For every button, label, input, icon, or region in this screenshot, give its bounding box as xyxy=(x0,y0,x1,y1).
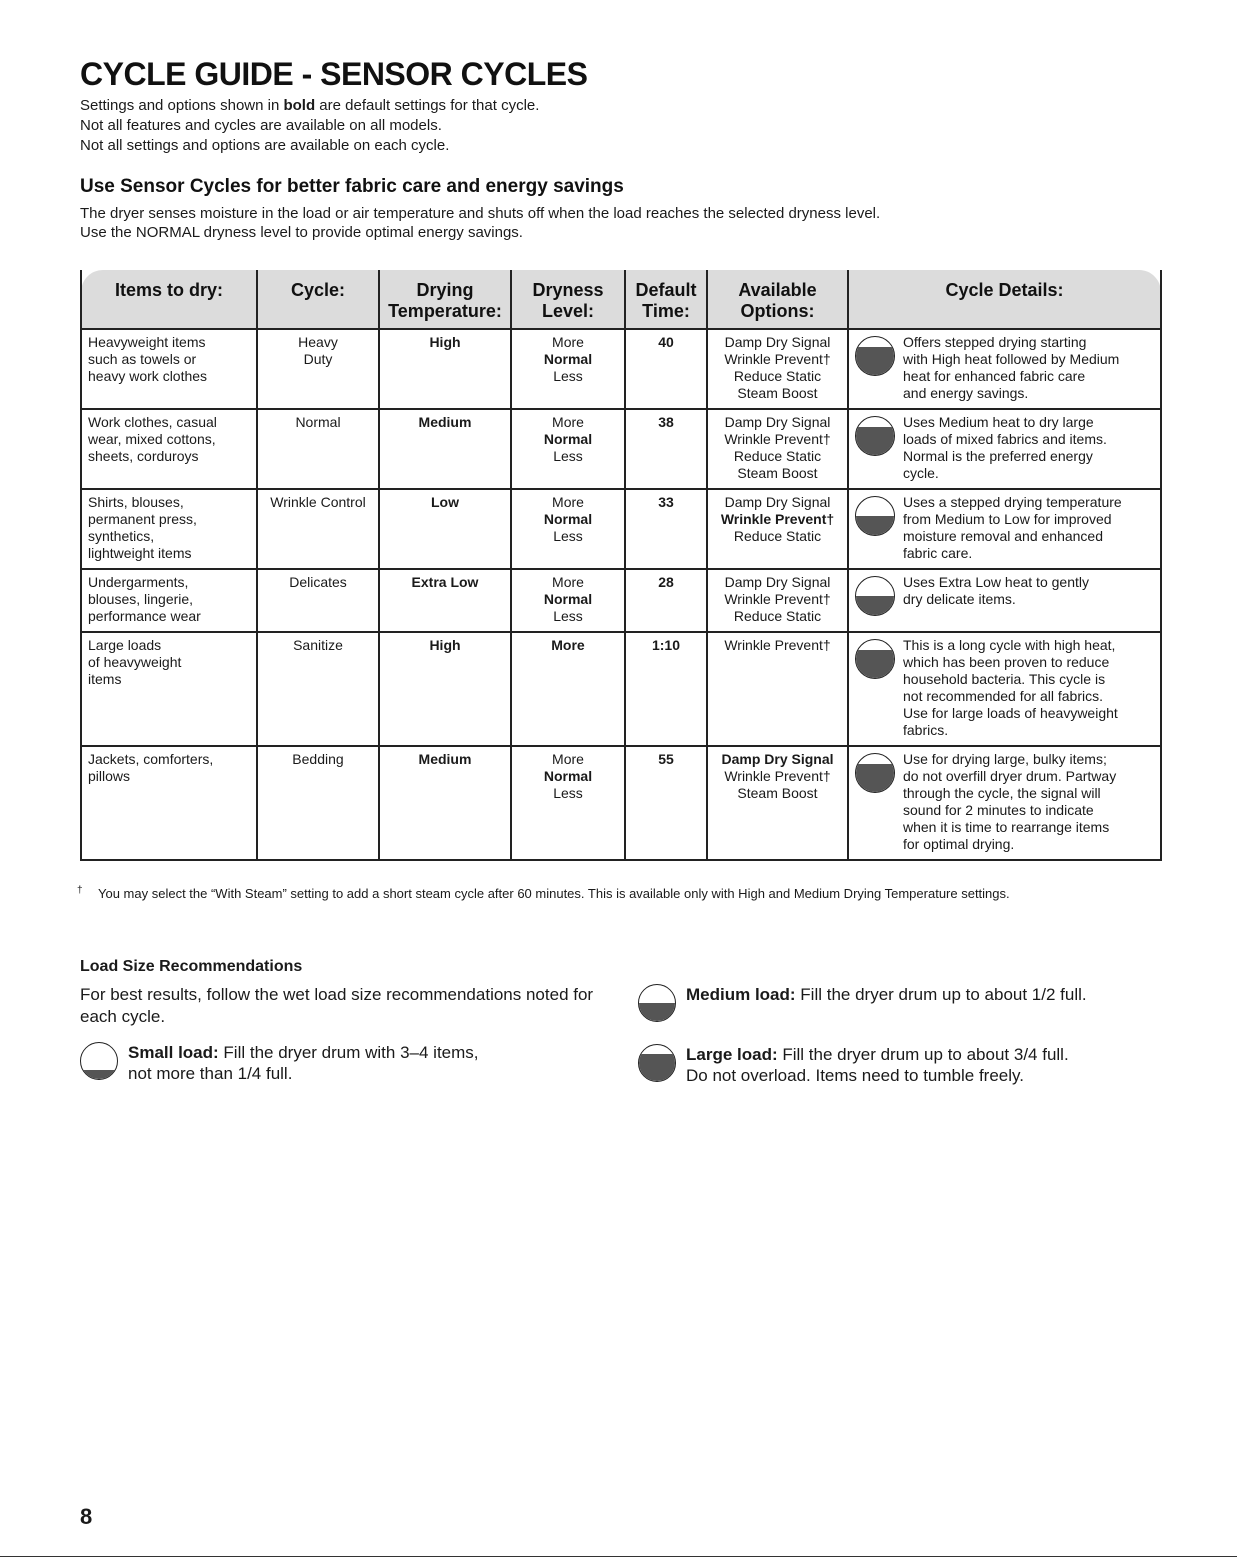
details-text xyxy=(895,574,1089,608)
temperature-cell: Extra Low xyxy=(379,569,511,632)
details-cell xyxy=(848,409,1161,489)
table-row xyxy=(81,569,1161,632)
bottom-rule xyxy=(0,1556,1237,1557)
cycle-guide-table xyxy=(80,270,1162,861)
small-load-icon xyxy=(80,1042,118,1080)
medium-load-text-1: Fill the dryer drum up to about 1/2 full. xyxy=(800,985,1087,1004)
details-block xyxy=(855,751,1154,853)
items-text: Work clothes, casual xyxy=(88,414,217,430)
items-text: Large loads xyxy=(88,637,162,653)
load-size-icon xyxy=(855,496,895,536)
small-load-text-1: Fill the dryer drum with 3–4 items, xyxy=(223,1043,479,1062)
dryness-level: Normal xyxy=(543,431,593,447)
details-cell xyxy=(848,329,1161,409)
options-cell xyxy=(707,409,848,489)
dryness-level: Less xyxy=(553,448,583,464)
option-item: Wrinkle Prevent† xyxy=(724,591,831,607)
details-block xyxy=(855,494,1154,562)
large-load-label: Large load: xyxy=(686,1045,778,1064)
option-item: Wrinkle Prevent† xyxy=(724,768,831,784)
dryness-level: Normal xyxy=(543,351,593,367)
option-item: Wrinkle Prevent† xyxy=(724,431,831,447)
items-text: Jackets, comforters, xyxy=(88,751,214,767)
option-item: Steam Boost xyxy=(737,465,818,481)
items-text: Shirts, blouses, xyxy=(88,494,184,510)
header-dryness: Dryness Level: xyxy=(511,270,625,329)
dryness-level: Less xyxy=(553,785,583,801)
cycle-name: Delicates xyxy=(289,574,347,590)
intro-line-1-prefix: Settings and options shown in xyxy=(80,97,284,114)
cycle-cell xyxy=(257,329,379,409)
items-text: Heavyweight items xyxy=(88,334,206,350)
medium-load-item xyxy=(638,984,1087,1022)
temperature-cell: Medium xyxy=(379,746,511,860)
details-line: Uses Medium heat to dry large xyxy=(903,414,1094,430)
items-cell xyxy=(81,329,257,409)
items-text: pillows xyxy=(88,768,131,784)
large-load-icon xyxy=(638,1044,676,1082)
option-item: Reduce Static xyxy=(733,448,822,464)
details-block xyxy=(855,414,1154,482)
cycle-table-wrapper xyxy=(80,270,1160,861)
details-line: do not overfill dryer drum. Partway xyxy=(903,768,1117,784)
items-cell xyxy=(81,489,257,569)
details-text xyxy=(895,494,1122,562)
details-block xyxy=(855,334,1154,402)
intro-bold-word: bold xyxy=(283,97,316,114)
cycle-cell xyxy=(257,489,379,569)
page-title: CYCLE GUIDE - SENSOR CYCLES xyxy=(80,56,588,92)
details-line: Uses Extra Low heat to gently xyxy=(903,574,1089,590)
details-line: with High heat followed by Medium xyxy=(903,351,1120,367)
items-text: of heavyweight xyxy=(88,654,182,670)
time-cell: 1:10 xyxy=(625,632,707,746)
temperature-cell: High xyxy=(379,329,511,409)
details-line: and energy savings. xyxy=(903,385,1029,401)
cycle-name: Normal xyxy=(295,414,341,430)
temperature-cell: Medium xyxy=(379,409,511,489)
cycle-cell xyxy=(257,632,379,746)
header-temperature: Drying Temperature: xyxy=(379,270,511,329)
details-text xyxy=(895,334,1119,402)
table-row xyxy=(81,489,1161,569)
options-cell xyxy=(707,329,848,409)
details-line: Use for drying large, bulky items; xyxy=(903,751,1107,767)
load-size-intro: For best results, follow the wet load size recommendations noted for each cycle. xyxy=(80,985,594,1026)
header-items: Items to dry: xyxy=(81,270,257,329)
options-cell xyxy=(707,489,848,569)
cycle-name: Sanitize xyxy=(293,637,343,653)
intro-line-2: Not all features and cycles are available on all models. xyxy=(80,117,442,134)
details-line: loads of mixed fabrics and items. xyxy=(903,431,1107,447)
option-item: Steam Boost xyxy=(737,385,818,401)
cycle-cell xyxy=(257,746,379,860)
time-cell: 38 xyxy=(625,409,707,489)
items-text: heavy work clothes xyxy=(88,368,208,384)
temperature-cell: Low xyxy=(379,489,511,569)
items-text: permanent press, xyxy=(88,511,197,527)
table-row xyxy=(81,409,1161,489)
items-text: performance wear xyxy=(88,608,201,624)
large-load-text-2: Do not overload. Items need to tumble freely. xyxy=(686,1066,1024,1085)
details-text xyxy=(895,751,1116,853)
details-line: Offers stepped drying starting xyxy=(903,334,1087,350)
items-text: such as towels or xyxy=(88,351,197,367)
dryness-level: More xyxy=(552,334,584,350)
medium-load-label: Medium load: xyxy=(686,985,796,1004)
details-line: cycle. xyxy=(903,465,939,481)
sensor-description xyxy=(80,204,880,242)
details-text xyxy=(895,637,1118,739)
dryness-level: Less xyxy=(553,608,583,624)
details-line: moisture removal and enhanced xyxy=(903,528,1104,544)
header-options: Available Options: xyxy=(707,270,848,329)
time-cell: 40 xyxy=(625,329,707,409)
sensor-desc-line-1: The dryer senses moisture in the load or air temperature and shuts off when the load reaches the selected dryness level. xyxy=(80,205,881,222)
dryness-cell xyxy=(511,489,625,569)
cycle-name: Wrinkle Control xyxy=(270,494,366,510)
intro-line-3: Not all settings and options are available on each cycle. xyxy=(80,137,450,154)
time-cell: 28 xyxy=(625,569,707,632)
details-line: sound for 2 minutes to indicate xyxy=(903,802,1094,818)
small-load-label: Small load: xyxy=(128,1043,219,1062)
dryness-level: More xyxy=(552,414,584,430)
dryness-level: Normal xyxy=(543,511,593,527)
intro-line-1 xyxy=(80,96,539,116)
load-size-title: Load Size Recommendations xyxy=(80,958,303,975)
option-item: Wrinkle Prevent† xyxy=(724,637,831,653)
items-cell xyxy=(81,632,257,746)
intro-notes xyxy=(80,96,539,156)
options-cell xyxy=(707,569,848,632)
dryness-cell xyxy=(511,329,625,409)
details-line: dry delicate items. xyxy=(903,591,1016,607)
sensor-desc-line-2: Use the NORMAL dryness level to provide optimal energy savings. xyxy=(80,224,523,241)
footnote-mark: † xyxy=(77,885,83,896)
options-cell xyxy=(707,632,848,746)
load-size-icon xyxy=(855,336,895,376)
details-cell xyxy=(848,632,1161,746)
details-cell xyxy=(848,746,1161,860)
dryness-level: More xyxy=(552,574,584,590)
temperature-cell: High xyxy=(379,632,511,746)
details-line: from Medium to Low for improved xyxy=(903,511,1112,527)
items-cell xyxy=(81,746,257,860)
table-header-row xyxy=(81,270,1161,329)
header-details: Cycle Details: xyxy=(848,270,1161,329)
items-text: sheets, corduroys xyxy=(88,448,199,464)
dryness-cell xyxy=(511,746,625,860)
items-text: synthetics, xyxy=(88,528,155,544)
table-row xyxy=(81,746,1161,860)
items-cell xyxy=(81,569,257,632)
details-line: through the cycle, the signal will xyxy=(903,785,1101,801)
time-cell: 33 xyxy=(625,489,707,569)
details-block xyxy=(855,637,1154,739)
items-text: wear, mixed cottons, xyxy=(88,431,216,447)
cycle-cell xyxy=(257,409,379,489)
cycle-name: Duty xyxy=(303,351,333,367)
details-line: household bacteria. This cycle is xyxy=(903,671,1106,687)
small-load-text-2: not more than 1/4 full. xyxy=(128,1064,293,1083)
details-line: for optimal drying. xyxy=(903,836,1015,852)
option-item: Steam Boost xyxy=(737,785,818,801)
header-cycle: Cycle: xyxy=(257,270,379,329)
cycle-name: Heavy xyxy=(298,334,338,350)
dryness-cell xyxy=(511,409,625,489)
dryness-level: More xyxy=(552,751,584,767)
details-line: Use for large loads of heavyweight xyxy=(903,705,1118,721)
footnote-text: You may select the “With Steam” setting to add a short steam cycle after 60 minutes. This is available only with High and Medium Drying Temperature settings. xyxy=(98,886,1010,901)
option-item: Damp Dry Signal xyxy=(724,334,831,350)
dryness-level: Normal xyxy=(543,591,593,607)
large-load-text-1: Fill the dryer drum up to about 3/4 full. xyxy=(782,1045,1069,1064)
items-text: lightweight items xyxy=(88,545,192,561)
dryness-level: Normal xyxy=(543,768,593,784)
load-size-icon xyxy=(855,753,895,793)
details-line: fabrics. xyxy=(903,722,949,738)
dryness-level: Less xyxy=(553,368,583,384)
option-item: Damp Dry Signal xyxy=(724,494,831,510)
dryness-level: Less xyxy=(553,528,583,544)
option-item: Reduce Static xyxy=(733,368,822,384)
small-load-item xyxy=(80,1042,479,1084)
option-item: Wrinkle Prevent† xyxy=(720,511,835,527)
dryness-cell xyxy=(511,632,625,746)
page-number: 8 xyxy=(80,1504,93,1529)
dryness-level: More xyxy=(551,637,585,653)
option-item: Wrinkle Prevent† xyxy=(724,351,831,367)
sensor-heading: Use Sensor Cycles for better fabric care and energy savings xyxy=(80,176,624,197)
header-time: Default Time: xyxy=(625,270,707,329)
details-line: heat for enhanced fabric care xyxy=(903,368,1086,384)
details-text xyxy=(895,414,1107,482)
details-line: fabric care. xyxy=(903,545,973,561)
items-text: blouses, lingerie, xyxy=(88,591,194,607)
load-size-icon xyxy=(855,416,895,456)
items-cell xyxy=(81,409,257,489)
items-text: Undergarments, xyxy=(88,574,189,590)
medium-load-icon xyxy=(638,984,676,1022)
cycle-name: Bedding xyxy=(292,751,344,767)
details-cell xyxy=(848,569,1161,632)
dryness-cell xyxy=(511,569,625,632)
option-item: Damp Dry Signal xyxy=(724,574,831,590)
details-line: Normal is the preferred energy xyxy=(903,448,1093,464)
details-cell xyxy=(848,489,1161,569)
option-item: Reduce Static xyxy=(733,608,822,624)
intro-line-1-suffix: are default settings for that cycle. xyxy=(315,97,540,114)
time-cell: 55 xyxy=(625,746,707,860)
details-block xyxy=(855,574,1154,616)
large-load-item xyxy=(638,1044,1069,1086)
details-line: which has been proven to reduce xyxy=(903,654,1110,670)
items-text: items xyxy=(88,671,122,687)
option-item: Damp Dry Signal xyxy=(721,751,834,767)
cycle-cell xyxy=(257,569,379,632)
details-line: not recommended for all fabrics. xyxy=(903,688,1103,704)
dryness-level: More xyxy=(552,494,584,510)
load-size-icon xyxy=(855,576,895,616)
details-line: when it is time to rearrange items xyxy=(903,819,1110,835)
load-size-icon xyxy=(855,639,895,679)
option-item: Damp Dry Signal xyxy=(724,414,831,430)
details-line: Uses a stepped drying temperature xyxy=(903,494,1122,510)
details-line: This is a long cycle with high heat, xyxy=(903,637,1116,653)
table-row xyxy=(81,632,1161,746)
footnote xyxy=(77,885,1160,903)
table-row xyxy=(81,329,1161,409)
options-cell xyxy=(707,746,848,860)
option-item: Reduce Static xyxy=(733,528,822,544)
